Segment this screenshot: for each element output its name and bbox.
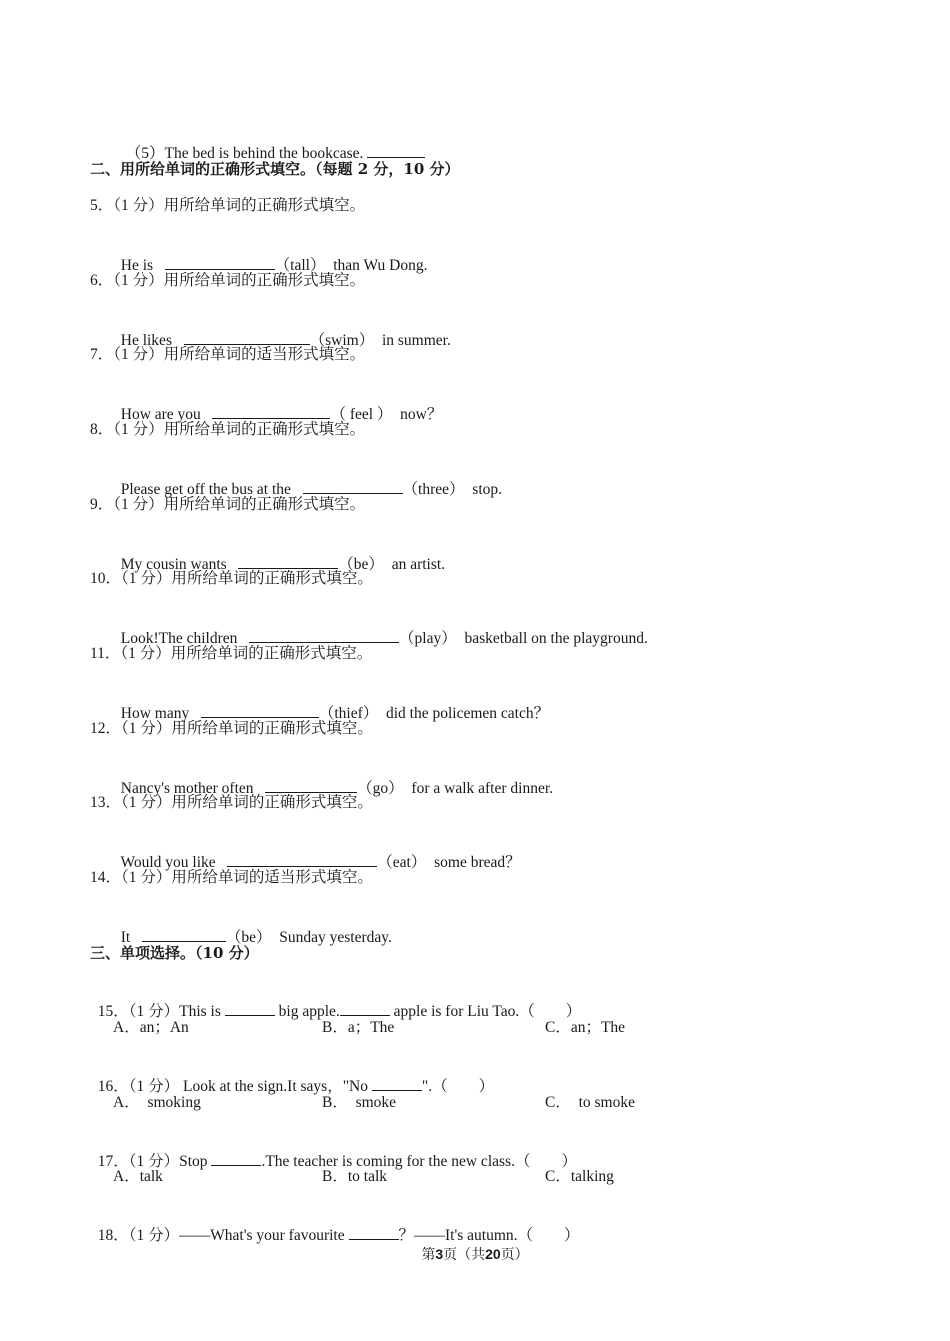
sentence-pre: He is	[120, 257, 154, 274]
answer-blank[interactable]	[303, 478, 403, 494]
given-word: （be）	[338, 556, 384, 573]
stem-part: 16．（1 分） Look at the sign.It says，"No	[97, 1078, 372, 1095]
sentence-post: stop.	[472, 481, 502, 498]
question-10-sentence	[113, 607, 648, 649]
answer-blank[interactable]	[238, 553, 338, 569]
question-7-stem: 7．（1 分）用所给单词的适当形式填空。	[90, 346, 366, 363]
sentence-post: than Wu Dong.	[333, 257, 428, 274]
question-9-stem: 9．（1 分）用所给单词的正确形式填空。	[90, 496, 366, 513]
question-5-sentence	[113, 234, 427, 276]
sentence-pre: Nancy's mother often	[120, 780, 254, 797]
question-13-sentence	[113, 831, 521, 873]
option-a[interactable]: A．an；An	[113, 1019, 189, 1036]
stem-part: 18．（1 分）——What's your favourite	[97, 1227, 349, 1244]
option-b[interactable]: B．a；The	[322, 1019, 395, 1036]
sentence-pre: He likes	[120, 332, 172, 349]
sentence-pre: It	[120, 929, 131, 946]
sentence-post: some bread？	[434, 854, 521, 871]
stem-part: ？——It's autumn.（ ）	[398, 1227, 580, 1244]
option-a[interactable]: A． smoking	[113, 1094, 201, 1111]
answer-blank[interactable]	[349, 1224, 399, 1240]
page-number: 3	[435, 1246, 444, 1262]
question-15-stem	[90, 980, 581, 1022]
sentence-pre: How are you	[120, 406, 201, 423]
question-16-stem	[90, 1055, 494, 1097]
answer-blank[interactable]	[212, 403, 330, 419]
option-b[interactable]: B． smoke	[322, 1094, 397, 1111]
footer-text: 第	[421, 1248, 436, 1263]
given-word: （be）	[225, 929, 272, 946]
sentence-post: for a walk after dinner.	[411, 780, 554, 797]
question-12-stem: 12．（1 分）用所给单词的正确形式填空。	[90, 720, 373, 737]
sentence-post: Sunday yesterday.	[279, 929, 392, 946]
answer-blank[interactable]	[184, 329, 310, 345]
option-c[interactable]: C．an；The	[545, 1019, 626, 1036]
sentence-pre: How many	[120, 705, 190, 722]
question-14-stem: 14．（1 分）用所给单词的适当形式填空。	[90, 869, 373, 886]
given-word: （ feel ）	[330, 406, 393, 423]
given-word: （thief）	[318, 705, 379, 722]
sentence-post: in summer.	[381, 332, 451, 349]
given-word: （eat）	[377, 854, 427, 871]
answer-blank[interactable]	[201, 702, 319, 718]
question-8-stem: 8．（1 分）用所给单词的正确形式填空。	[90, 421, 366, 438]
stem-part: 15．（1 分）This is	[97, 1003, 225, 1020]
given-word: （three）	[402, 481, 465, 498]
answer-blank[interactable]	[340, 1000, 390, 1016]
footer-text: 页）	[500, 1248, 529, 1263]
item-text: （5）The bed is behind the bookcase.	[125, 145, 368, 162]
sentence-post: did the policemen catch？	[385, 705, 550, 722]
stem-part: big apple.	[274, 1003, 340, 1020]
answer-blank[interactable]	[372, 1075, 422, 1091]
sentence-pre: Please get off the bus at the	[120, 481, 291, 498]
sentence-pre: Look!The children	[120, 630, 238, 647]
given-word: （swim）	[309, 332, 375, 349]
given-word: （tall）	[274, 257, 326, 274]
sentence-post: an artist.	[391, 556, 446, 573]
question-18-stem	[90, 1204, 580, 1246]
page-footer	[0, 1244, 950, 1266]
sentence-pre: My cousin wants	[120, 556, 227, 573]
sentence-post: basketball on the playground.	[464, 630, 648, 647]
sentence-pre: Would you like	[120, 854, 216, 871]
question-13-stem: 13．（1 分）用所给单词的正确形式填空。	[90, 794, 373, 811]
question-8-sentence	[113, 458, 502, 500]
option-b[interactable]: B．to talk	[322, 1168, 388, 1185]
stem-part: ".（ ）	[421, 1078, 495, 1095]
answer-blank[interactable]	[211, 1150, 261, 1166]
question-5-stem: 5．（1 分）用所给单词的正确形式填空。	[90, 197, 366, 214]
sentence-post: now？	[400, 406, 443, 423]
answer-blank[interactable]	[165, 254, 275, 270]
question-14-sentence	[113, 906, 392, 948]
question-11-sentence	[113, 682, 549, 724]
answer-blank[interactable]	[249, 627, 399, 643]
stem-part: apple is for Liu Tao.（ ）	[389, 1003, 582, 1020]
question-10-stem: 10．（1 分）用所给单词的正确形式填空。	[90, 570, 373, 587]
section-2-title: 二、用所给单词的正确形式填空。（每题 2 分，10 分）	[90, 160, 460, 178]
option-a[interactable]: A．talk	[113, 1168, 163, 1185]
question-6-stem: 6．（1 分）用所给单词的正确形式填空。	[90, 272, 366, 289]
answer-blank[interactable]	[367, 142, 425, 158]
option-c[interactable]: C． to smoke	[545, 1094, 635, 1111]
answer-blank[interactable]	[142, 926, 226, 942]
answer-blank[interactable]	[265, 777, 357, 793]
question-11-stem: 11．（1 分）用所给单词的正确形式填空。	[90, 645, 373, 662]
question-4-item-5	[118, 122, 425, 164]
given-word: （go）	[357, 780, 404, 797]
answer-blank[interactable]	[225, 1000, 275, 1016]
section-3-title: 三、单项选择。（10 分）	[90, 944, 259, 962]
answer-blank[interactable]	[227, 851, 377, 867]
question-7-sentence	[113, 383, 442, 425]
question-17-stem	[90, 1130, 577, 1172]
given-word: （play）	[399, 630, 457, 647]
stem-part: .The teacher is coming for the new class.（ ）	[261, 1153, 577, 1170]
total-pages: 20	[485, 1246, 501, 1262]
footer-text: 页（共	[443, 1248, 486, 1263]
stem-part: 17．（1 分）Stop	[97, 1153, 212, 1170]
option-c[interactable]: C．talking	[545, 1168, 614, 1185]
